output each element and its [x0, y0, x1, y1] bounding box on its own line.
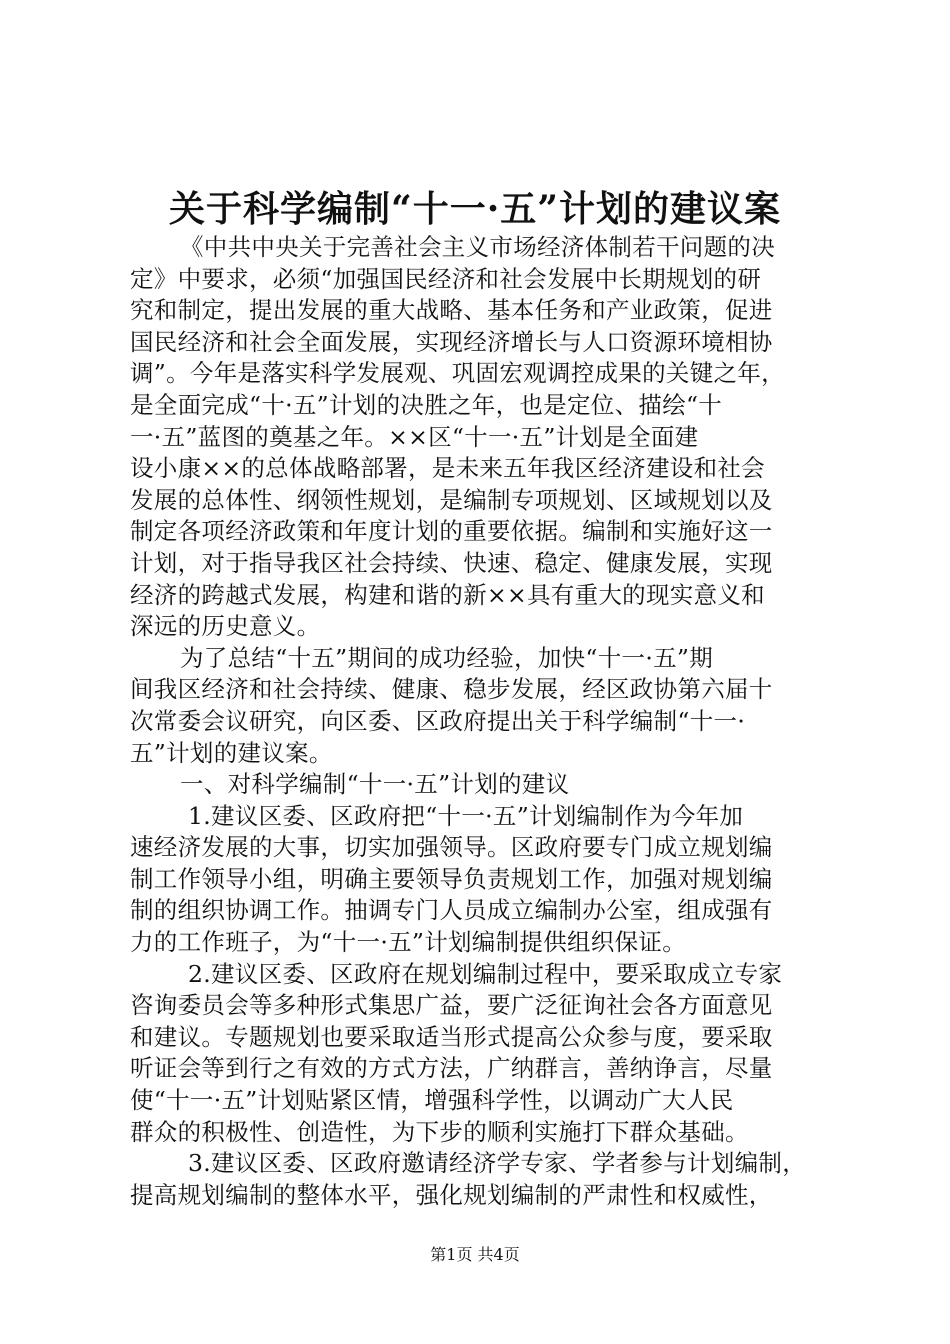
text-line: 制的组织协调工作。抽调专门人员成立编制办公室，组成强有 — [130, 896, 773, 925]
text-line: 2.建议区委、区政府在规划编制过程中，要采取成立专家 — [188, 959, 783, 988]
text-line: 使“十一·五”计划贴紧区情，增强科学性，以调动广大人民 — [130, 1086, 734, 1115]
text-line: 调”。今年是落实科学发展观、巩固宏观调控成果的关键之年， — [130, 359, 785, 388]
text-line: 和建议。专题规划也要采取适当形式提高公众参与度，要采取 — [130, 1022, 773, 1051]
text-line: 发展的总体性、纲领性规划，是编制专项规划、区域规划以及 — [130, 485, 773, 514]
text-line: 听证会等到行之有效的方式方法，广纳群言，善纳诤言，尽量 — [130, 1054, 773, 1083]
text-line: 究和制定，提出发展的重大战略、基本任务和产业政策，促进 — [130, 296, 773, 325]
text-line: 经济的跨越式发展，构建和谐的新××具有重大的现实意义和 — [130, 580, 765, 609]
section-heading: 一、对科学编制“十一·五”计划的建议 — [180, 770, 570, 799]
text-line: 一·五”蓝图的奠基之年。××区“十一·五”计划是全面建 — [130, 422, 699, 451]
text-line: 咨询委员会等多种形式集思广益，要广泛征询社会各方面意见 — [130, 991, 773, 1020]
text-line: 制工作领导小组，明确主要领导负责规划工作，加强对规划编 — [130, 864, 773, 893]
text-line: 设小康××的总体战略部署，是未来五年我区经济建设和社会 — [130, 454, 765, 483]
text-line: 提高规划编制的整体水平，强化规划编制的严肃性和权威性， — [130, 1180, 773, 1209]
page-footer: 第1页 共4页 — [430, 1245, 520, 1264]
text-line: 速经济发展的大事，切实加强领导。区政府要专门成立规划编 — [130, 833, 773, 862]
text-line: 定》中要求，必须“加强国民经济和社会发展中长期规划的研 — [130, 264, 762, 293]
text-line: 间我区经济和社会持续、健康、稳步发展，经区政协第六届十 — [130, 675, 773, 704]
text-line: 为了总结“十五”期间的成功经验，加快“十一·五”期 — [180, 643, 714, 672]
text-line: 群众的积极性、创造性，为下步的顺利实施打下群众基础。 — [130, 1117, 749, 1146]
text-line: 五”计划的建议案。 — [130, 738, 333, 767]
document-title: 关于科学编制“十一·五”计划的建议案 — [169, 188, 781, 230]
text-line: 国民经济和社会全面发展，实现经济增长与人口资源环境相协 — [130, 327, 773, 356]
text-line: 力的工作班子，为“十一·五”计划编制提供组织保证。 — [130, 928, 686, 957]
text-line: 1.建议区委、区政府把“十一·五”计划编制作为今年加 — [188, 801, 744, 830]
text-line: 制定各项经济政策和年度计划的重要依据。编制和实施好这一 — [130, 517, 773, 546]
text-line: 3.建议区委、区政府邀请经济学专家、学者参与计划编制， — [188, 1149, 807, 1178]
text-line: 计划，对于指导我区社会持续、快速、稳定、健康发展，实现 — [130, 548, 773, 577]
text-line: 《中共中央关于完善社会主义市场经济体制若干问题的决 — [180, 233, 775, 261]
text-line: 次常委会议研究，向区委、区政府提出关于科学编制“十一· — [130, 706, 746, 735]
text-line: 深远的历史意义。 — [130, 612, 321, 641]
text-line: 是全面完成“十·五”计划的决胜之年，也是定位、描绘“十 — [130, 390, 723, 419]
document-body — [130, 232, 830, 1211]
